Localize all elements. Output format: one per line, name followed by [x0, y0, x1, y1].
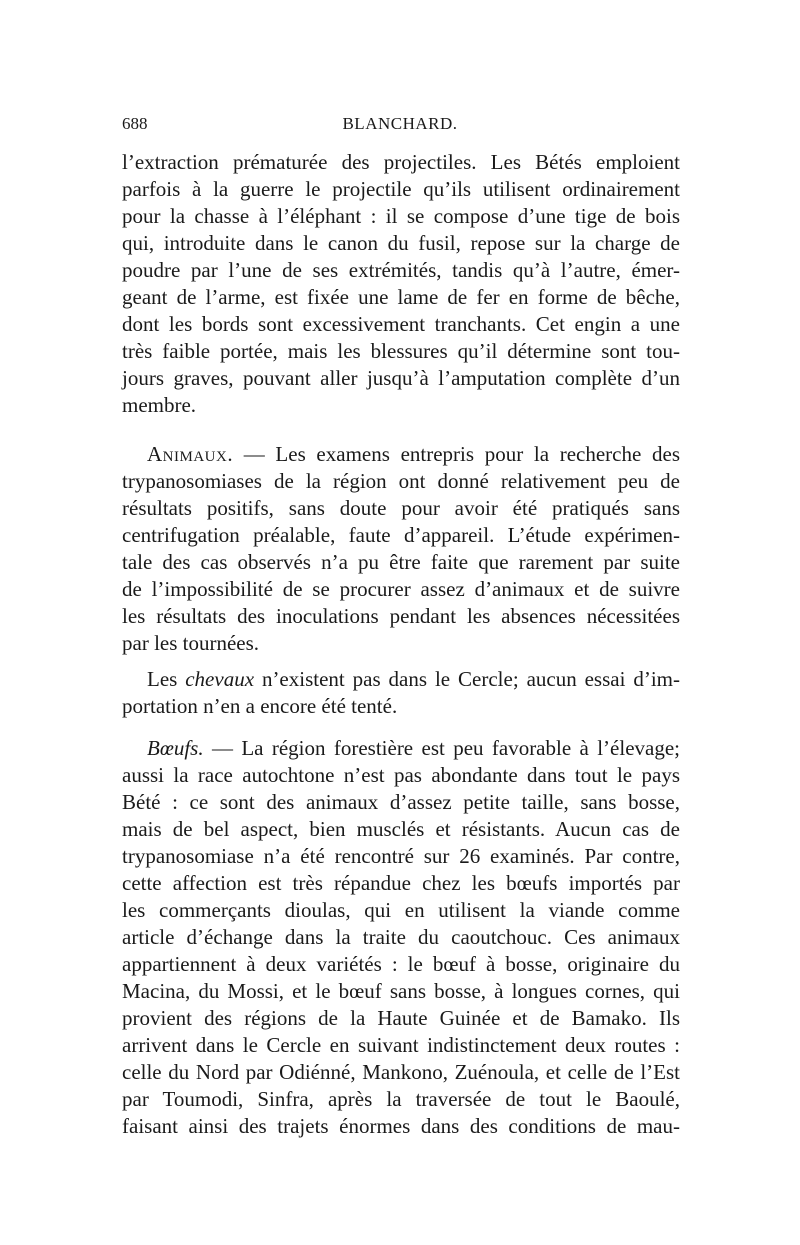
text-line: par les tournées. — [122, 631, 260, 655]
text-line: arrivent dans le Cercle en suivant indistinctement deux routes : — [122, 1033, 680, 1057]
text-line: de l’impossibilité de se procurer assez d’animaux et de suivre — [122, 577, 680, 601]
text-line: article d’échange dans la traite du caoutchouc. Ces animaux — [122, 925, 680, 949]
text-fragment: n’existent pas dans le Cercle; aucun essai d’im- — [254, 667, 680, 691]
text-line: Bété : ce sont des animaux d’assez petite taille, sans bosse, — [122, 790, 680, 814]
text-line: jours graves, pouvant aller jusqu’à l’amputation complète d’un — [122, 366, 680, 390]
text-fragment: Les — [147, 667, 186, 691]
italic-term-chevaux: chevaux — [185, 667, 255, 691]
text-line: très faible portée, mais les blessures qu’il détermine sont tou- — [122, 339, 680, 363]
text-line: par Toumodi, Sinfra, après la traversée de tout le Baoulé, — [122, 1087, 680, 1111]
text-line: faisant ainsi des trajets énormes dans des conditions de mau- — [122, 1114, 680, 1138]
text-line: tale des cas observés n’a pu être faite que rarement par suite — [122, 550, 680, 574]
paragraph-lead-line — [147, 735, 680, 762]
text-line: membre. — [122, 393, 197, 417]
italic-heading-boeufs: Bœufs. — [147, 736, 204, 760]
text-line: résultats positifs, sans doute pour avoir été pratiqués sans — [122, 496, 680, 520]
page-number: 688 — [122, 114, 148, 133]
text-line: portation n’en a encore été tenté. — [122, 694, 398, 718]
section-heading-animaux: Animaux. — [147, 442, 234, 466]
running-title: BLANCHARD. — [342, 114, 458, 133]
text-line: l’extraction prématurée des projectiles. Les Bétés emploient — [122, 150, 680, 174]
text-line: provient des régions de la Haute Guinée et de Bamako. Ils — [122, 1006, 680, 1030]
text-fragment: — Les examens entrepris pour la recherche des — [233, 442, 680, 466]
text-line: les commerçants dioulas, qui en utilisent la viande comme — [122, 898, 680, 922]
text-line: pour la chasse à l’éléphant : il se compose d’une tige de bois — [122, 204, 680, 228]
text-line: parfois à la guerre le projectile qu’ils utilisent ordinairement — [122, 177, 680, 201]
text-line: dont les bords sont excessivement tranchants. Cet engin a une — [122, 312, 680, 336]
text-line: centrifugation préalable, faute d’appareil. L’étude expérimen- — [122, 523, 680, 547]
text-line: trypanosomiases de la région ont donné relativement peu de — [122, 469, 680, 493]
text-line: cette affection est très répandue chez les bœufs importés par — [122, 871, 680, 895]
text-line: appartiennent à deux variétés : le bœuf à bosse, originaire du — [122, 952, 680, 976]
paragraph-lead-line — [147, 666, 680, 693]
running-head — [122, 114, 678, 140]
text-line: trypanosomiase n’a été rencontré sur 26 examinés. Par contre, — [122, 844, 680, 868]
text-line: celle du Nord par Odiénné, Mankono, Zuénoula, et celle de l’Est — [122, 1060, 680, 1084]
text-line: qui, introduite dans le canon du fusil, repose sur la charge de — [122, 231, 680, 255]
text-line: les résultats des inoculations pendant les absences nécessitées — [122, 604, 680, 628]
text-line: aussi la race autochtone n’est pas abondante dans tout le pays — [122, 763, 680, 787]
text-line: poudre par l’une de ses extrémités, tandis qu’à l’autre, émer- — [122, 258, 680, 282]
text-line: mais de bel aspect, bien musclés et résistants. Aucun cas de — [122, 817, 680, 841]
paragraph-lead-line — [147, 441, 680, 468]
text-line: Macina, du Mossi, et le bœuf sans bosse, à longues cornes, qui — [122, 979, 680, 1003]
text-fragment: — La région forestière est peu favorable à l’élevage; — [203, 736, 680, 760]
text-line: geant de l’arme, est fixée une lame de fer en forme de bêche, — [122, 285, 680, 309]
